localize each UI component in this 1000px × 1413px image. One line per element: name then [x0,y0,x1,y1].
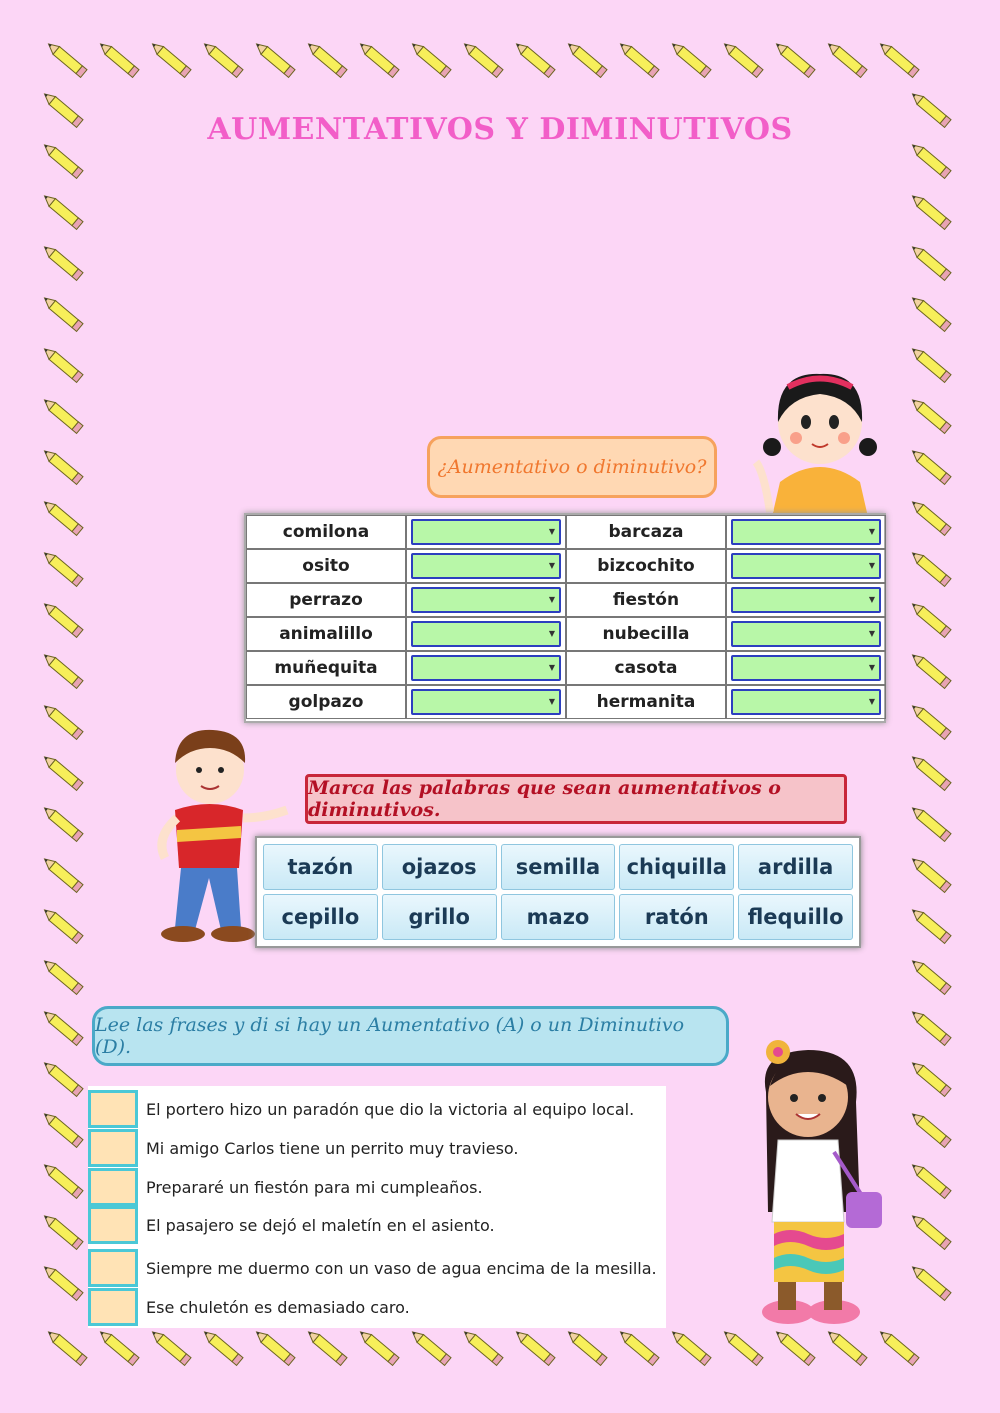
pencil-icon [617,1328,659,1365]
answer-dropdown[interactable] [731,553,881,579]
answer-input[interactable] [88,1129,138,1167]
pencil-icon [909,396,951,433]
chevron-down-icon: ▼ [548,629,555,638]
pencil-icon [909,855,951,892]
pencil-icon [97,40,139,77]
pencil-icon [877,40,919,77]
pencil-icon [41,549,83,586]
answer-input[interactable] [88,1249,138,1287]
word-cell: comilona [246,515,406,549]
pencil-icon [41,1059,83,1096]
pencil-icon [45,40,87,77]
pencil-icon [41,702,83,739]
answer-dropdown[interactable] [411,621,561,647]
sentence-row [88,1249,657,1287]
dropdown-cell [406,651,566,685]
pencil-icon [909,498,951,535]
pencil-icon [909,1110,951,1147]
pencil-icon [41,1161,83,1198]
pencil-icon [909,1212,951,1249]
word-cell: animalillo [246,617,406,651]
answer-dropdown[interactable] [411,655,561,681]
pencil-icon [909,1263,951,1300]
pencil-icon [41,294,83,331]
sentence-text: Mi amigo Carlos tiene un perrito muy travieso. [146,1138,519,1158]
pencil-icon [909,1161,951,1198]
sentence-row [88,1129,519,1167]
pencil-icon [909,957,951,994]
dropdown-cell [406,515,566,549]
dropdown-cell [726,651,886,685]
word-cell: osito [246,549,406,583]
classification-table [244,513,886,723]
sentence-text: Siempre me duermo con un vaso de agua encima de la mesilla. [146,1258,657,1278]
chevron-down-icon: ▼ [868,663,875,672]
pencil-icon [877,1328,919,1365]
pencil-icon [909,549,951,586]
pencil-icon [357,40,399,77]
sentence-text: El portero hizo un paradón que dio la victoria al equipo local. [146,1099,635,1119]
pencil-icon [909,702,951,739]
pencil-icon [909,192,951,229]
word-option[interactable]: flequillo [738,894,853,940]
word-option[interactable]: ojazos [382,844,497,890]
pencil-icon [41,651,83,688]
pencil-icon [41,243,83,280]
pencil-icon [409,40,451,77]
answer-dropdown[interactable] [411,553,561,579]
pencil-icon [773,40,815,77]
word-cell: casota [566,651,726,685]
speech-bubble-marca: Marca las palabras que sean aumentativos o diminutivos. [305,774,847,824]
pencil-icon [41,1212,83,1249]
chevron-down-icon: ▼ [868,595,875,604]
answer-dropdown[interactable] [731,587,881,613]
pencil-icon [149,1328,191,1365]
pencil-icon [409,1328,451,1365]
dropdown-cell [726,515,886,549]
pencil-icon [149,40,191,77]
answer-dropdown[interactable] [411,689,561,715]
sentence-row [88,1168,483,1206]
pencil-icon [461,1328,503,1365]
word-cell: perrazo [246,583,406,617]
girl-character-icon [750,352,890,517]
pencil-icon [41,447,83,484]
pencil-icon [721,1328,763,1365]
dropdown-cell [726,583,886,617]
pencil-icon [909,906,951,943]
page-title: AUMENTATIVOS Y DIMINUTIVOS [207,112,793,147]
word-option[interactable]: chiquilla [619,844,734,890]
word-option[interactable]: semilla [501,844,616,890]
answer-input[interactable] [88,1206,138,1244]
pencil-icon [305,1328,347,1365]
answer-dropdown[interactable] [411,519,561,545]
answer-dropdown[interactable] [731,689,881,715]
pencil-icon [45,1328,87,1365]
dropdown-cell [406,685,566,719]
pencil-icon [253,40,295,77]
speech-bubble-aumentativo: ¿Aumentativo o diminutivo? [427,436,717,498]
pencil-icon [41,855,83,892]
pencil-icon [41,1110,83,1147]
dropdown-cell [406,549,566,583]
pencil-icon [669,1328,711,1365]
word-option[interactable]: tazón [263,844,378,890]
dropdown-cell [726,617,886,651]
pencil-icon [773,1328,815,1365]
pencil-icon [41,396,83,433]
pencil-icon [669,40,711,77]
chevron-down-icon: ▼ [548,561,555,570]
pencil-icon [253,1328,295,1365]
pencil-icon [41,1263,83,1300]
answer-input[interactable] [88,1168,138,1206]
word-option[interactable]: mazo [501,894,616,940]
chevron-down-icon: ▼ [548,663,555,672]
sentence-text: Ese chuletón es demasiado caro. [146,1297,410,1317]
word-cell: golpazo [246,685,406,719]
sentence-row [88,1288,410,1326]
girl-with-bag-character-icon [738,1022,888,1332]
word-cell: muñequita [246,651,406,685]
pencil-icon [357,1328,399,1365]
pencil-icon [825,40,867,77]
pencil-icon [721,40,763,77]
pencil-icon [565,40,607,77]
pencil-icon [41,192,83,229]
sentence-row [88,1206,495,1244]
chevron-down-icon: ▼ [548,697,555,706]
chevron-down-icon: ▼ [548,595,555,604]
word-cell: barcaza [566,515,726,549]
answer-dropdown[interactable] [731,519,881,545]
answer-input[interactable] [88,1090,138,1128]
pencil-icon [305,40,347,77]
pencil-icon [41,345,83,382]
word-option[interactable]: cepillo [263,894,378,940]
pencil-icon [201,40,243,77]
chevron-down-icon: ▼ [548,527,555,536]
sentence-row [88,1090,634,1128]
pencil-icon [617,40,659,77]
answer-dropdown[interactable] [731,621,881,647]
pencil-icon [909,651,951,688]
pencil-icon [909,294,951,331]
chevron-down-icon: ▼ [868,629,875,638]
word-option[interactable]: grillo [382,894,497,940]
pencil-icon [41,804,83,841]
pencil-icon [513,1328,555,1365]
sentence-panel [88,1086,666,1328]
pencil-icon [41,753,83,790]
pencil-icon [909,447,951,484]
pencil-icon [565,1328,607,1365]
word-selection-grid [255,836,861,948]
pencil-icon [909,345,951,382]
pencil-icon [909,243,951,280]
pencil-icon [909,804,951,841]
pencil-icon [201,1328,243,1365]
word-cell: fiestón [566,583,726,617]
pencil-icon [461,40,503,77]
speech-bubble-lee: Lee las frases y di si hay un Aumentativo (A) o un Diminutivo (D). [92,1006,729,1066]
pencil-icon [97,1328,139,1365]
pencil-icon [41,957,83,994]
word-cell: nubecilla [566,617,726,651]
sentence-text: El pasajero se dejó el maletín en el asiento. [146,1215,495,1235]
pencil-icon [41,498,83,535]
word-option[interactable]: ratón [619,894,734,940]
word-option[interactable]: ardilla [738,844,853,890]
pencil-icon [909,600,951,637]
chevron-down-icon: ▼ [868,527,875,536]
pencil-icon [41,600,83,637]
pencil-icon [909,1008,951,1045]
answer-dropdown[interactable] [731,655,881,681]
sentence-text: Prepararé un fiestón para mi cumpleaños. [146,1177,483,1197]
word-cell: hermanita [566,685,726,719]
pencil-icon [513,40,555,77]
chevron-down-icon: ▼ [868,561,875,570]
pencil-icon [909,1059,951,1096]
pencil-icon [41,1008,83,1045]
pencil-icon [41,906,83,943]
pencil-icon [909,753,951,790]
dropdown-cell [726,549,886,583]
word-cell: bizcochito [566,549,726,583]
dropdown-cell [406,583,566,617]
pencil-icon [825,1328,867,1365]
answer-input[interactable] [88,1288,138,1326]
dropdown-cell [406,617,566,651]
dropdown-cell [726,685,886,719]
chevron-down-icon: ▼ [868,697,875,706]
answer-dropdown[interactable] [411,587,561,613]
